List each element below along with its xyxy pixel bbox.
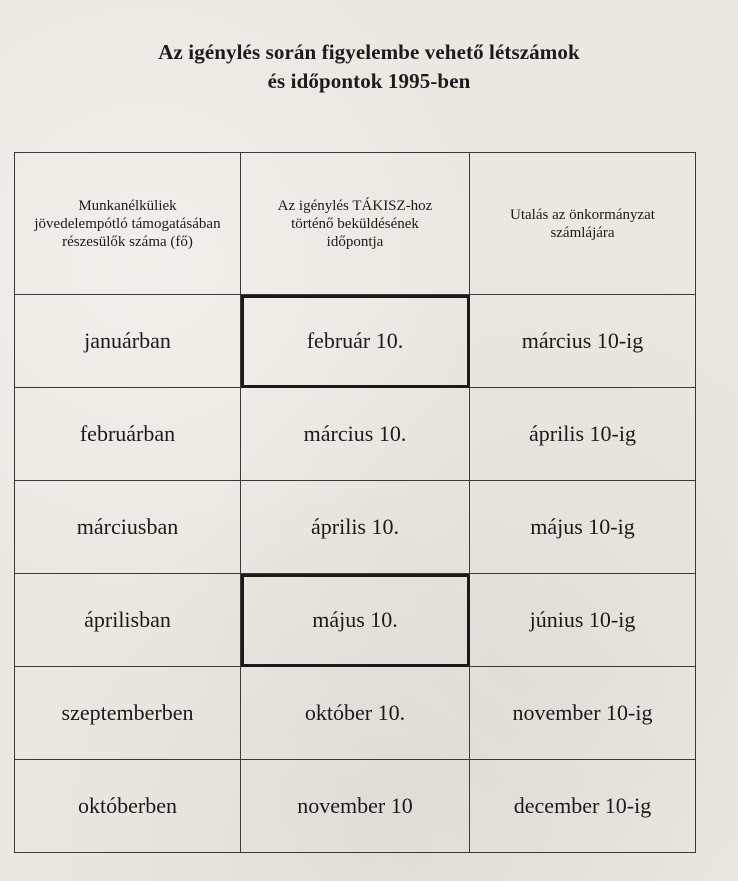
cell-month: januárban: [15, 295, 241, 388]
cell-submission-date: május 10.: [241, 574, 470, 667]
table-row: [15, 388, 696, 481]
header-recipients: [15, 153, 241, 295]
cell-month: márciusban: [15, 481, 241, 574]
cell-transfer-deadline: március 10-ig: [470, 295, 696, 388]
cell-submission-date: november 10: [241, 760, 470, 853]
table-row: [15, 295, 696, 388]
cell-transfer-deadline: november 10-ig: [470, 667, 696, 760]
cell-month: áprilisban: [15, 574, 241, 667]
table-row: [15, 760, 696, 853]
table-header-row: [15, 153, 696, 295]
cell-submission-date: március 10.: [241, 388, 470, 481]
cell-month: októberben: [15, 760, 241, 853]
title-line-1: Az igénylés során figyelembe vehető létszámok: [158, 40, 580, 64]
cell-transfer-deadline: június 10-ig: [470, 574, 696, 667]
cell-transfer-deadline: április 10-ig: [470, 388, 696, 481]
cell-submission-date: február 10.: [241, 295, 470, 388]
header-submission-date-label: Az igénylés TÁKISZ-hoz történő beküldésének időpontja: [277, 197, 433, 250]
header-recipients-label: Munkanélküliek jövedelempótló támogatásában részesülők száma (fő): [34, 197, 221, 250]
table-row: [15, 667, 696, 760]
table-row: [15, 481, 696, 574]
cell-submission-date: október 10.: [241, 667, 470, 760]
cell-month: februárban: [15, 388, 241, 481]
header-transfer: [470, 153, 696, 295]
cell-month: szeptemberben: [15, 667, 241, 760]
title-line-2: és időpontok 1995-ben: [267, 69, 471, 93]
schedule-table: [14, 152, 696, 853]
cell-transfer-deadline: május 10-ig: [470, 481, 696, 574]
header-submission-date: [241, 153, 470, 295]
table-row: [15, 574, 696, 667]
cell-transfer-deadline: december 10-ig: [470, 760, 696, 853]
page-title: [0, 38, 738, 96]
cell-submission-date: április 10.: [241, 481, 470, 574]
header-transfer-label: Utalás az önkormányzat számlájára: [510, 206, 655, 241]
